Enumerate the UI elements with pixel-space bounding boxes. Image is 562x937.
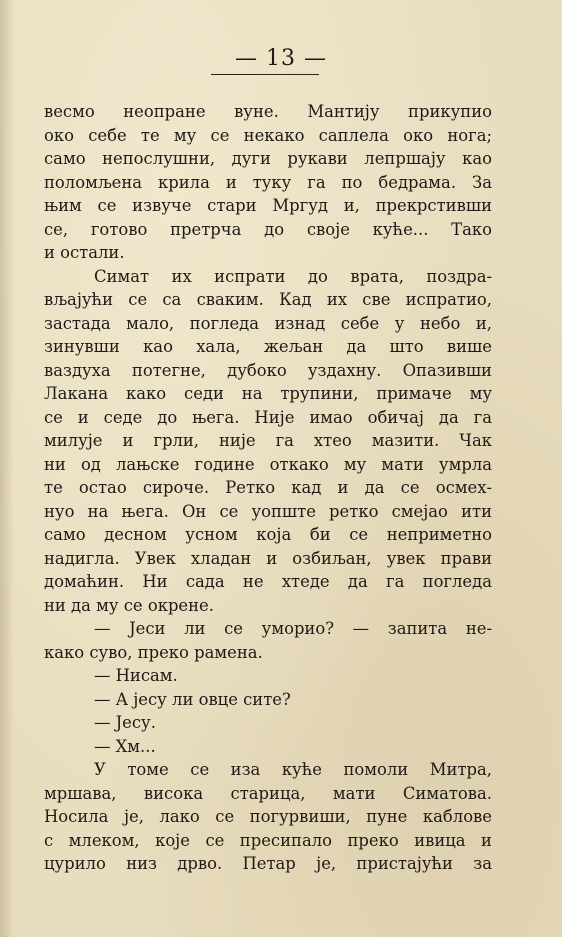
text-line: нуо на њега. Он се уопште ретко смејао ити bbox=[44, 501, 492, 521]
text-line: цурило низ дрво. Петар је, пристајући за bbox=[44, 854, 492, 873]
text-line: само десном усном која би се неприметно bbox=[44, 525, 492, 544]
text-line: с млеком, које се пресипало преко ивица и bbox=[44, 830, 492, 850]
text-line: весмо неопране вуне. Мантију прикупио bbox=[44, 102, 492, 121]
dialogue-line: — Јеси ли се уморио? — запита не- bbox=[94, 619, 492, 638]
text-line: милује и грли, није га хтео мазити. Чак bbox=[44, 431, 492, 450]
text-line: те остао сироче. Ретко кад и да се осмех- bbox=[44, 478, 492, 497]
text-line: надигла. Увек хладан и озбиљан, увек прави bbox=[44, 548, 492, 568]
text-line: ни од лањске године откако му мати умрла bbox=[44, 454, 492, 474]
text-line: се, готово претрча до своје куће... Тако bbox=[44, 219, 492, 239]
dialogue-line: — Нисам. bbox=[94, 666, 178, 685]
text-line: Симат их испрати до врата, поздра- bbox=[94, 266, 492, 286]
dialogue-line: — Јесу. bbox=[94, 713, 156, 732]
text-line: ваздуха потегне, дубоко уздахну. Опазивши bbox=[44, 360, 492, 380]
dialogue-line: — А јесу ли овце сите? bbox=[94, 689, 291, 709]
header-rule bbox=[211, 74, 319, 75]
text-line: застада мало, погледа изнад себе у небо и, bbox=[44, 313, 492, 333]
text-line: њим се извуче стари Мргуд и, прекрстивши bbox=[44, 196, 492, 215]
text-line: домаћин. Ни сада не хтеде да га погледа bbox=[44, 572, 492, 591]
text-line: мршава, висока старица, мати Симатова. bbox=[44, 783, 492, 803]
dialogue-line: — Хм... bbox=[94, 736, 156, 756]
text-line: око себе те му се некако саплела око нога; bbox=[44, 125, 492, 145]
text-line: и остали. bbox=[44, 243, 125, 262]
text-line: само непослушни, дуги рукави лепршају као bbox=[44, 149, 492, 168]
body-text bbox=[44, 100, 492, 876]
text-line: поломљена крила и туку га по бедрама. За bbox=[44, 172, 492, 192]
text-line: како суво, преко рамена. bbox=[44, 642, 263, 662]
text-line: се и седе до њега. Није имао обичај да га bbox=[44, 407, 492, 427]
text-line: ни да му се окрене. bbox=[44, 595, 214, 615]
text-line: Лакана како седи на трупини, примаче му bbox=[44, 384, 492, 403]
text-line: У томе се иза куће помоли Митра, bbox=[94, 760, 492, 779]
binding-shadow bbox=[0, 0, 14, 937]
text-line: вљајући се са сваким. Кад их све испратио, bbox=[44, 290, 492, 309]
page-number: — 13 — bbox=[235, 46, 327, 71]
text-line: Носила је, лако се погурвиши, пуне каблове bbox=[44, 807, 492, 826]
text-line: зинувши као хала, жељан да што више bbox=[44, 337, 492, 356]
